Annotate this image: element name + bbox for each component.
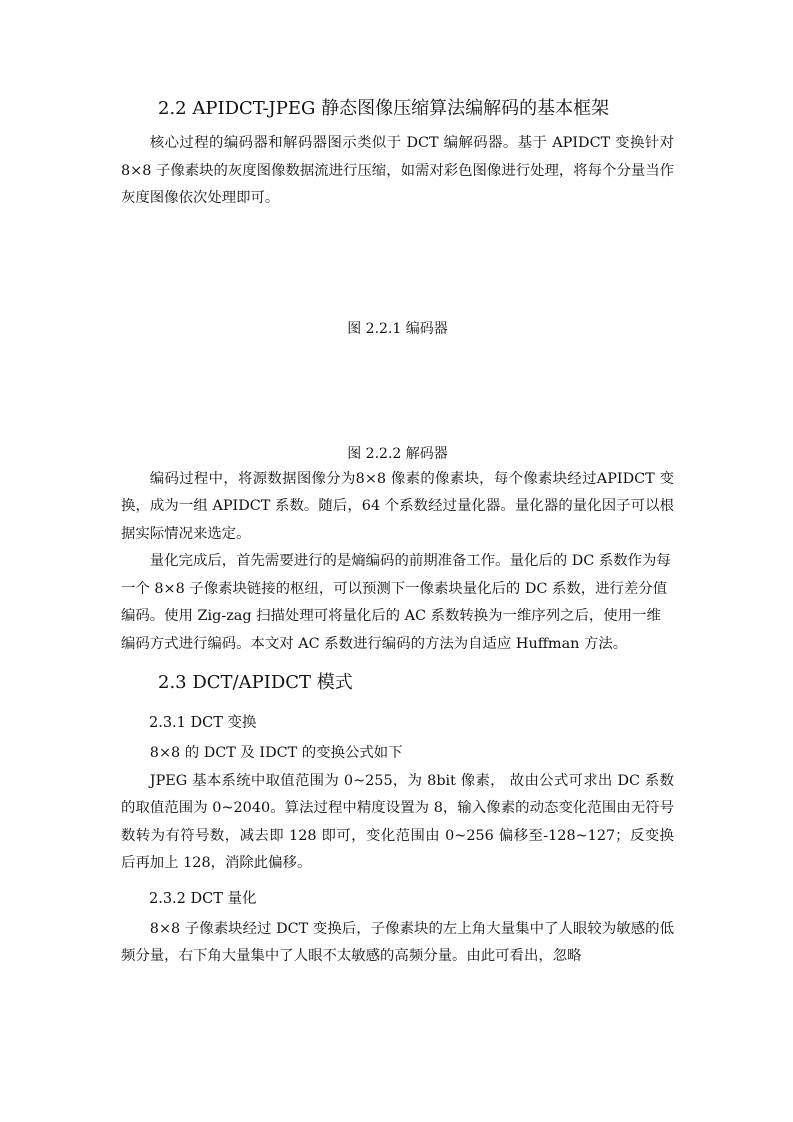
subsection-heading-2-3-1: 2.3.1 DCT 变换 (149, 715, 257, 731)
figure-caption-decoder: 图 2.2.2 解码器 (347, 445, 448, 462)
section-heading-2-2: 2.2 APIDCT-JPEG 静态图像压缩算法编解码的基本框架 (158, 98, 610, 119)
paragraph-formula-intro: 8×8 的 DCT 及 IDCT 的变换公式如下 (149, 745, 403, 761)
subsection-heading-2-3-2: 2.3.2 DCT 量化 (149, 890, 257, 907)
figure-encoder-placeholder (121, 213, 674, 319)
figure-decoder-placeholder (121, 339, 674, 444)
document-page (121, 96, 674, 971)
figure-caption-encoder: 图 2.2.1 编码器 (347, 320, 448, 337)
paragraph-encoding-process: 编码过程中，将源数据图像分为8×8 像素的像素块，每个像素块经过APIDCT 变换，成为一组 APIDCT 系数。随后，64 个系数经过量化器。量化器的量化因子可以根据实际情况来选定。 (121, 470, 674, 542)
paragraph-value-range: JPEG 基本系统中取值范围为 0~255，为 8bit 像素， 故由公式可求出 DC 系数的取值范围为 0~2040。算法过程中精度设置为 8，输入像素的动态变化范围由无符号数转为有符号数，减去即 128 即可，变化范围由 0~256 偏移至-128~127；反变换后再加上 128，消除此偏移。 (121, 772, 674, 871)
paragraph-quantization-entropy: 量化完成后，首先需要进行的是熵编码的前期准备工作。量化后的 DC 系数作为每一个 8×8 子像素块链接的枢纽，可以预测下一像素块量化后的 DC 系数，进行差分值编码。使用 Zig-zag 扫描处理可将量化后的 AC 系数转换为一维序列之后，使用一维编码方式进行编码。本文对 AC 系数进行编码的方法为自适应 Huffman 方法。 (121, 553, 671, 652)
paragraph-intro: 核心过程的编码器和解码器图示类似于 DCT 编解码器。基于 APIDCT 变换针对 8×8 子像素块的灰度图像数据流进行压缩，如需对彩色图像进行处理，将每个分量当作灰度图像依次处理即可。 (121, 135, 675, 206)
section-heading-2-3: 2.3 DCT/APIDCT 模式 (158, 672, 353, 693)
paragraph-dct-quantization: 8×8 子像素块经过 DCT 变换后，子像素块的左上角大量集中了人眼较为敏感的低频分量，右下角大量集中了人眼不太敏感的高频分量。由此可看出，忽略 (121, 920, 674, 964)
